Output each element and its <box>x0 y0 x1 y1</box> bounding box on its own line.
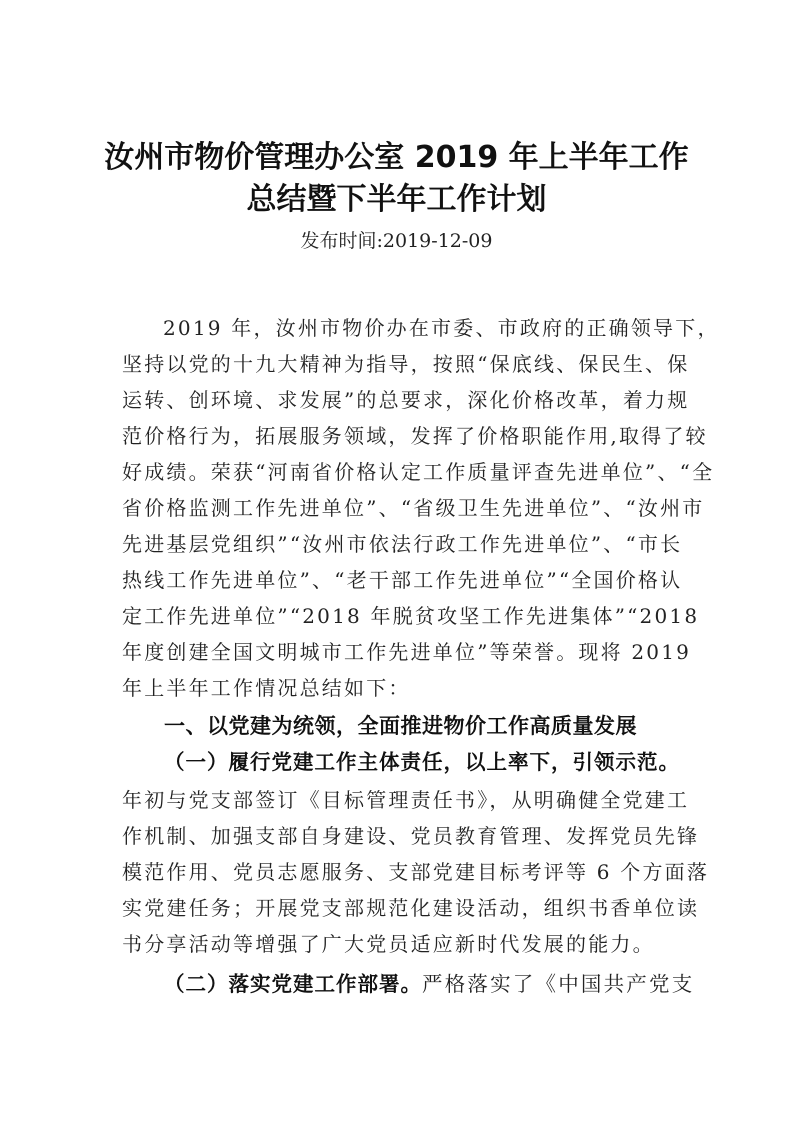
intro-line: 定工作先进单位”“2018 年脱贫攻坚工作先进集体”“2018 <box>122 604 700 628</box>
subsection-heading-2 <box>164 970 695 998</box>
subsection-heading-2-bold: （二）落实党建工作部署。 <box>164 972 422 996</box>
intro-line: 2019 年，汝州市物价办在市委、市政府的正确领导下， <box>163 316 720 340</box>
intro-line: 先进基层党组织”“汝州市依法行政工作先进单位”、“市长 <box>122 532 683 556</box>
sub1-line: 书分享活动等增强了广大党员适应新时代发展的能力。 <box>122 932 655 956</box>
intro-line: 运转、创环境、求发展”的总要求，深化价格改革，着力规 <box>122 388 690 412</box>
intro-line: 好成绩。荣获“河南省价格认定工作质量评查先进单位”、“全 <box>122 460 715 484</box>
intro-line: 坚持以党的十九大精神为指导，按照“保底线、保民生、保 <box>122 352 690 376</box>
sub1-line: 实党建任务；开展党支部规范化建设活动，组织书香单位读 <box>122 896 700 920</box>
document-title-line-1: 汝州市物价管理办公室 2019 年上半年工作 <box>104 140 689 175</box>
document-title-line-2: 总结暨下半年工作计划 <box>246 182 547 217</box>
subsection-heading-1: （一）履行党建工作主体责任，以上率下，引领示范。 <box>164 750 680 774</box>
intro-line: 热线工作先进单位”、“老干部工作先进单位”“全国价格认 <box>122 568 683 592</box>
intro-line: 范价格行为，拓展服务领域，发挥了价格职能作用,取得了较 <box>122 424 708 448</box>
sub1-line: 作机制、加强支部自身建设、党员教育管理、发挥党员先锋 <box>122 824 700 848</box>
intro-line: 年上半年工作情况总结如下： <box>122 676 411 700</box>
section-heading-1: 一、以党建为统领，全面推进物价工作高质量发展 <box>164 714 637 738</box>
intro-line: 年度创建全国文明城市工作先进单位”等荣誉。现将 2019 <box>122 640 692 664</box>
sub1-line: 年初与党支部签订《目标管理责任书》，从明确健全党建工 <box>122 788 690 812</box>
subsection-heading-2-text: 严格落实了《中国共产党支 <box>422 972 695 996</box>
intro-line: 省价格监测工作先进单位”、“省级卫生先进单位”、“汝州市 <box>122 496 705 520</box>
publish-date: 发布时间:2019-12-09 <box>300 230 493 252</box>
sub1-line: 模范作用、党员志愿服务、支部党建目标考评等 6 个方面落 <box>122 860 710 884</box>
